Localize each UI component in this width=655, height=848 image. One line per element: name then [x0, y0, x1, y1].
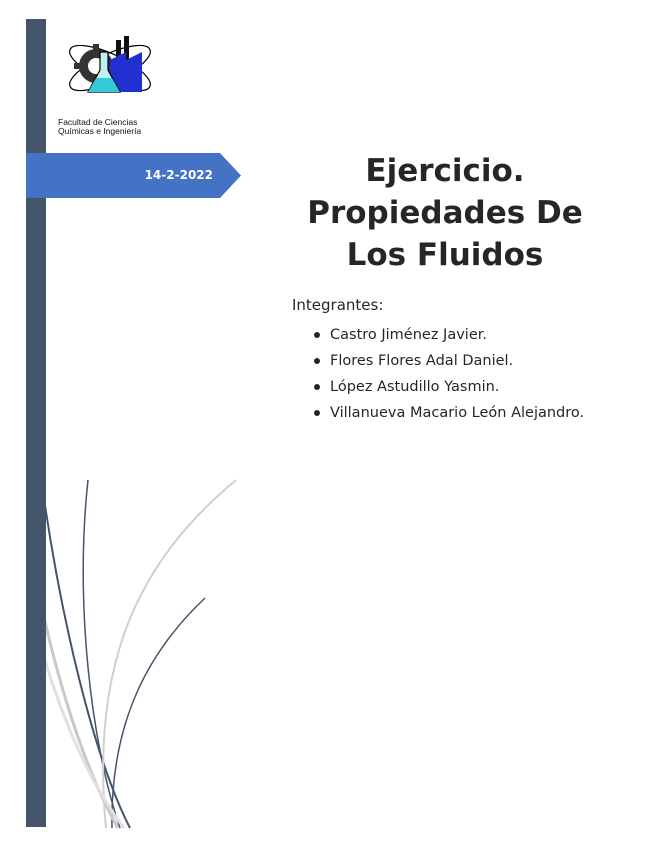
institution-caption: [58, 118, 178, 136]
title-line2: Propiedades De: [307, 195, 583, 231]
date-banner: [26, 153, 241, 198]
title-line3: Los Fluidos: [346, 237, 544, 273]
member-item: Castro Jiménez Javier.: [312, 322, 584, 348]
members-list: [312, 322, 584, 426]
title-line1: Ejercicio.: [365, 153, 525, 189]
members-label: Integrantes:: [292, 296, 384, 314]
member-item: López Astudillo Yasmin.: [312, 374, 584, 400]
institution-caption-line1: Facultad de Ciencias: [58, 117, 138, 127]
left-side-bar: [26, 19, 46, 827]
chemistry-flask-gear-atom-logo-icon: [58, 30, 168, 118]
member-item: Villanueva Macario León Alejandro.: [312, 400, 584, 426]
document-title: [290, 150, 600, 276]
date-text: 14-2-2022: [144, 168, 213, 182]
institution-caption-line2: Químicas e Ingeniería: [58, 126, 142, 136]
member-item: Flores Flores Adal Daniel.: [312, 348, 584, 374]
